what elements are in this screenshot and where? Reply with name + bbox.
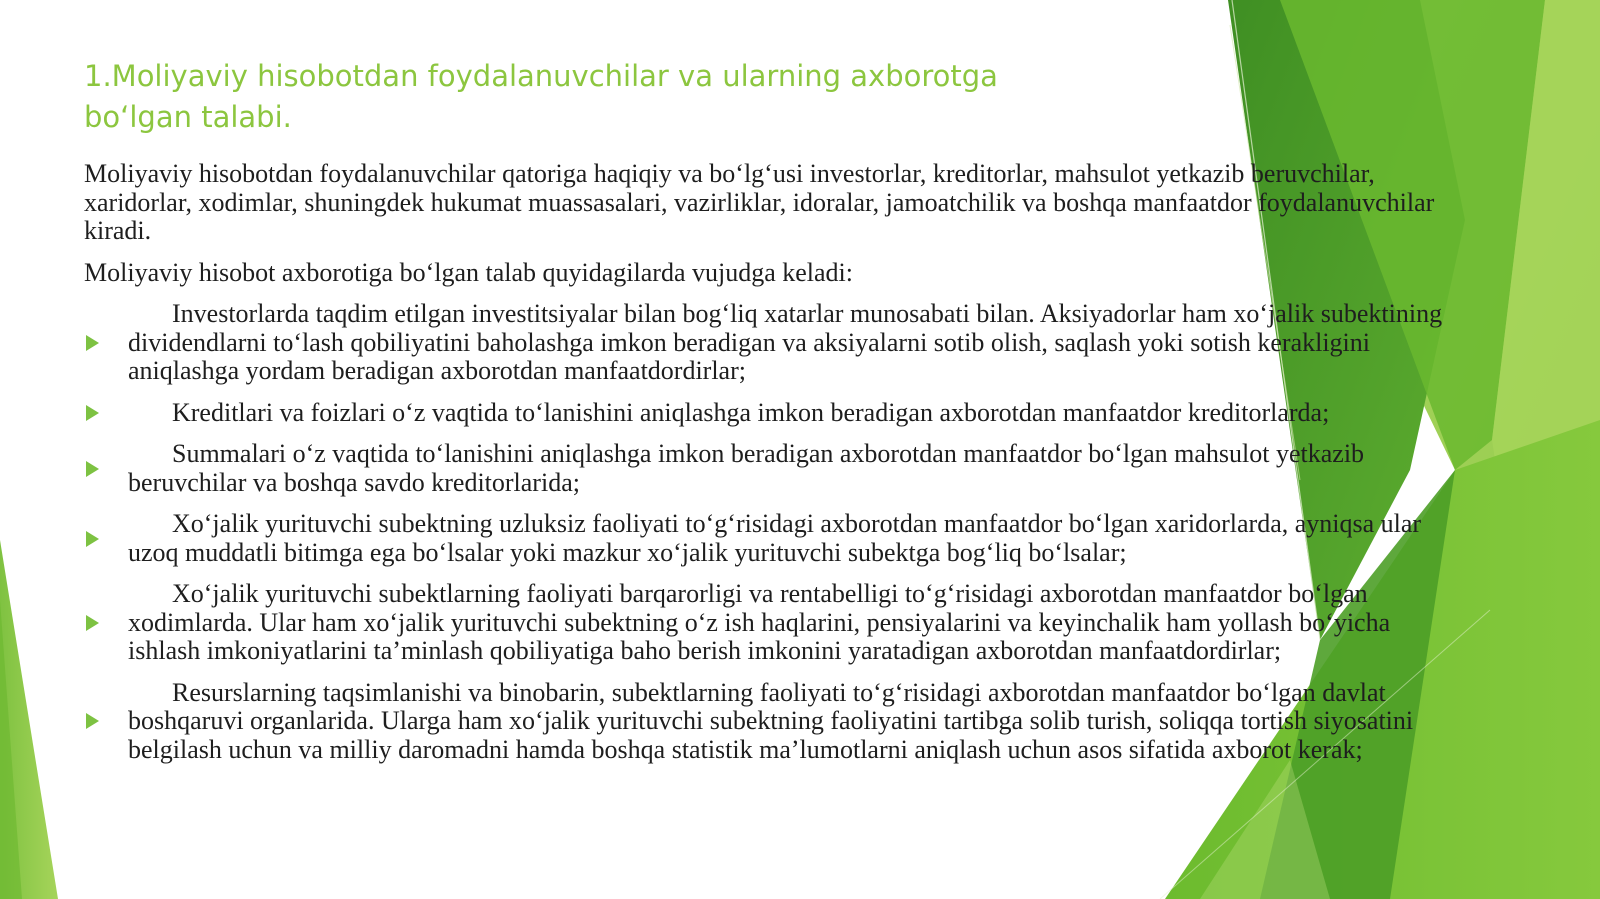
bullet-item-investors	[84, 300, 1454, 386]
bullet-list	[84, 300, 1454, 764]
triangle-bullet-icon	[86, 335, 99, 351]
bullet-text: Investorlarda taqdim etilgan investitsiyalar bilan bog‘liq xatarlar munosabati bilan. Aksiyadorlar ham xo‘jalik subektining dividendlarni to‘lash qobiliyatini baholashga imkon beradigan va aksiyalarni sotib olish, saqlash yoki sotish kerakligini aniqlashga yordam beradigan axborotdan manfaatdordirlar;	[128, 299, 1443, 385]
bullet-text: Xo‘jalik yurituvchi subektning uzluksiz faoliyati to‘g‘risidagi axborotdan manfaatdor bo‘lgan xaridorlarda, ayniqsa ular uzoq muddatli bitimga ega bo‘lsalar yoki mazkur xo‘jalik yurituvchi subektga bog‘liq bo‘lsalar;	[128, 509, 1422, 567]
bullet-item-government	[84, 679, 1454, 765]
bullet-text: Kreditlari va foizlari o‘z vaqtida to‘lanishini aniqlashga imkon beradigan axborotdan manfaatdor kreditorlarda;	[172, 397, 1330, 427]
triangle-bullet-icon	[86, 405, 99, 421]
bullet-text: Resurslarning taqsimlanishi va binobarin, subektlarning faoliyati to‘g‘risidagi axborotdan manfaatdor bo‘lgan davlat boshqaruvi organlarida. Ularga ham xo‘jalik yurituvchi subektning faoliyatini tartibga solib turish, soliqqa tortish siyosatini belgilash uchun va milliy daromadni hamda boshqa statistik ma’lumotlarni aniqlash uchun asos sifatida axborot kerak;	[128, 677, 1414, 764]
triangle-bullet-icon	[86, 461, 99, 477]
triangle-bullet-icon	[86, 531, 99, 547]
bullet-item-suppliers	[84, 440, 1454, 497]
paragraph-users: Moliyaviy hisobotdan foydalanuvchilar qatoriga haqiqiy va bo‘lg‘usi investorlar, kreditorlar, mahsulot yetkazib beruvchilar, xaridorlar, xodimlar, shuningdek hukumat muassasalari, vazirliklar, idoralar, jamoatchilik va boshqa manfaatdor foydalanuvchilar kiradi.	[84, 159, 1435, 245]
bullet-item-creditors	[84, 399, 1454, 428]
bullet-item-customers	[84, 510, 1454, 567]
bullet-text: Xo‘jalik yurituvchi subektlarning faoliyati barqarorligi va rentabelligi to‘g‘risidagi axborotdan manfaatdor bo‘lgan xodimlarda. Ular ham xo‘jalik yurituvchi subektning o‘z ish haqlarini, pensiyalarini va keyinchalik ham yollash bo‘yicha ishlash imkoniyatlarini ta’minlash qobiliyatiga baho berish imkonini yaratadigan axborotdan manfaatdordirlar;	[128, 579, 1391, 665]
bullet-text: Summalari o‘z vaqtida to‘lanishini aniqlashga imkon beradigan axborotdan manfaatdor bo‘lgan mahsulot yetkazib beruvchilar va boshqa savdo kreditorlarida;	[128, 439, 1365, 497]
slide-body	[84, 160, 1454, 777]
triangle-bullet-icon	[86, 615, 99, 631]
paragraph-demand-intro: Moliyaviy hisobot axborotiga bo‘lgan talab quyidagilarda vujudga keladi:	[84, 257, 853, 287]
bullet-item-employees	[84, 580, 1454, 666]
triangle-bullet-icon	[86, 713, 99, 729]
slide-title: 1.Moliyaviy hisobotdan foydalanuvchilar va ularning axborotga bo‘lgan talabi.	[84, 59, 998, 134]
